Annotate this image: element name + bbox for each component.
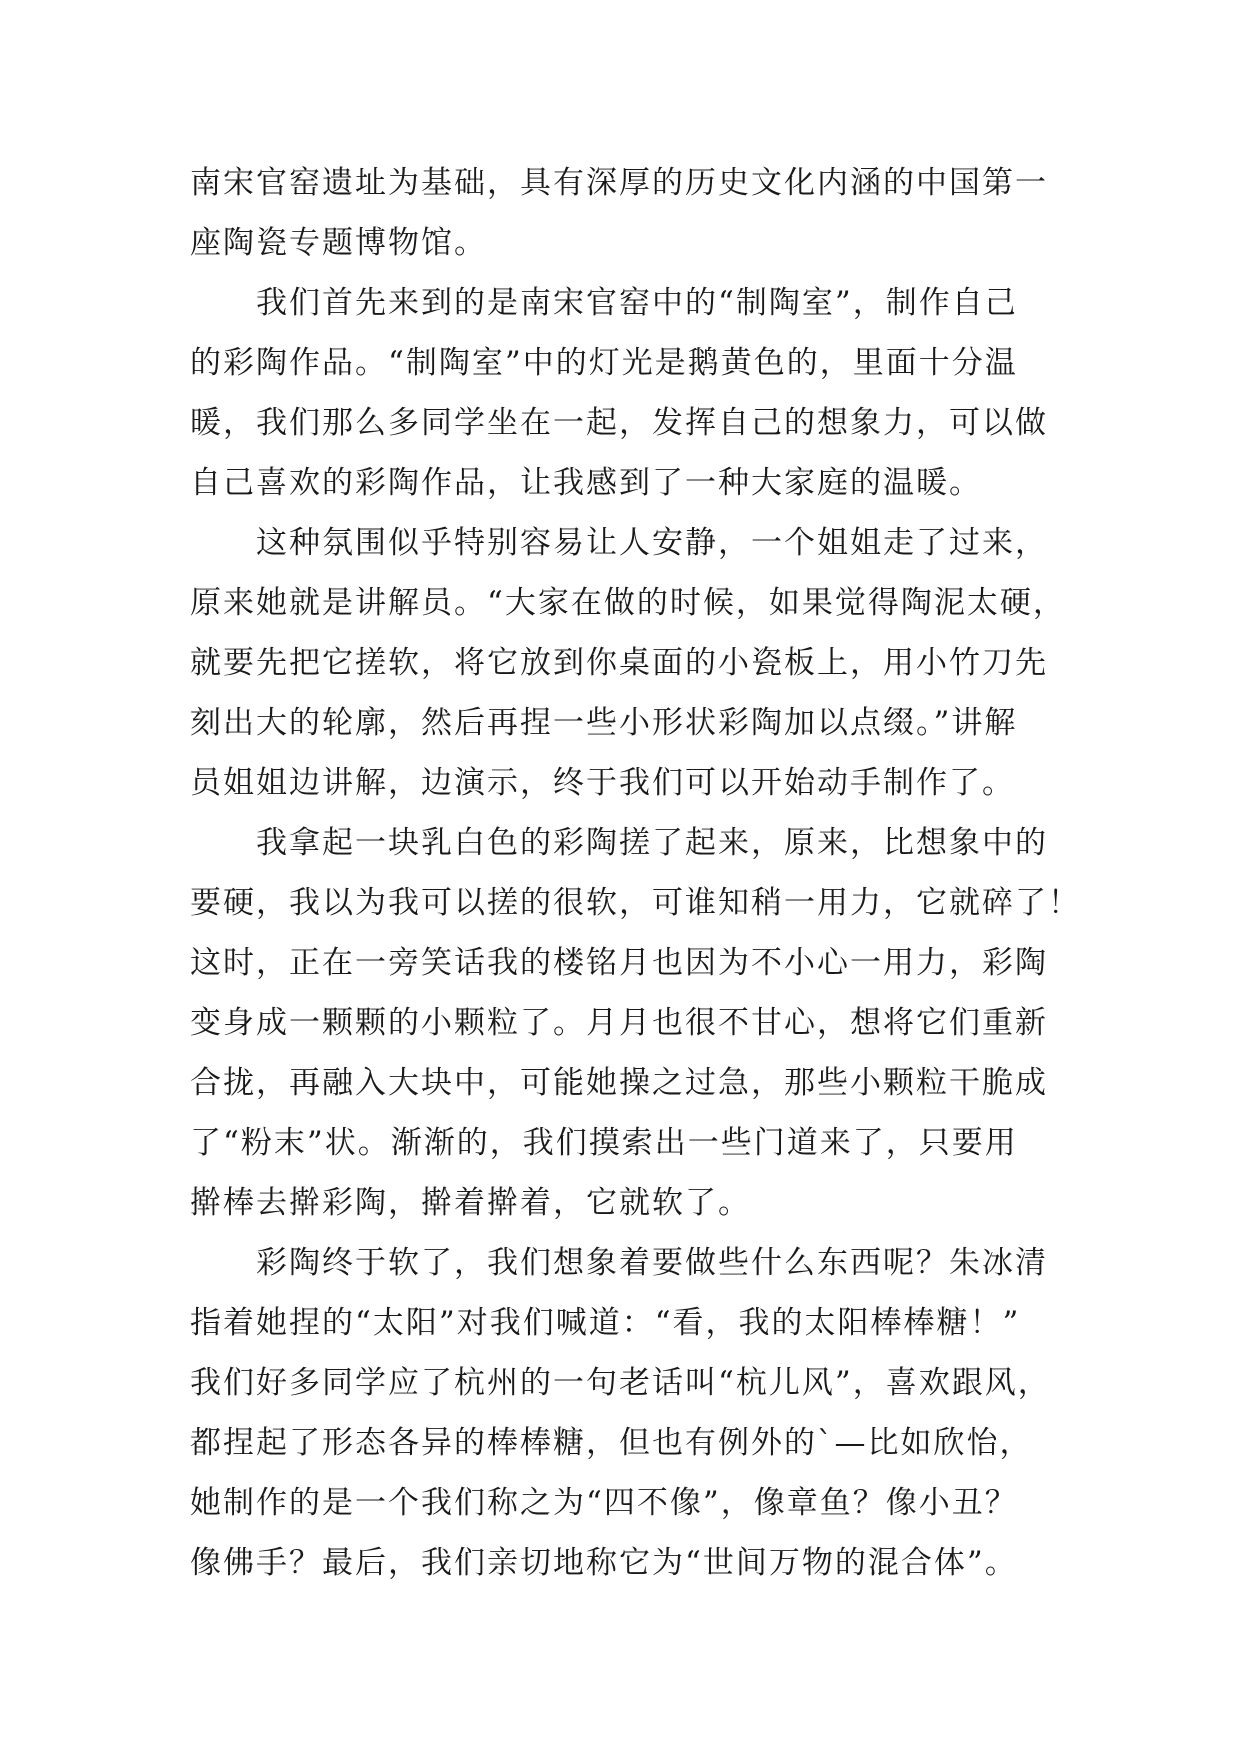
text-line: 我们好多同学应了杭州的一句老话叫“杭儿风”，喜欢跟风， xyxy=(190,1365,1051,1401)
text-line: 她制作的是一个我们称之为“四不像”，像章鱼？像小丑？ xyxy=(190,1485,1018,1521)
text-line: 合拢，再融入大块中，可能她操之过急，那些小颗粒干脆成 xyxy=(190,1065,1048,1101)
text-line: 南宋官窑遗址为基础，具有深厚的历史文化内涵的中国第一 xyxy=(190,165,1048,201)
text-line: 我拿起一块乳白色的彩陶搓了起来，原来，比想象中的 xyxy=(256,825,1048,861)
text-line: 原来她就是讲解员。“大家在做的时候，如果觉得陶泥太硬， xyxy=(190,585,1066,621)
text-line: 座陶瓷专题博物馆。 xyxy=(190,225,487,261)
text-line: 了“粉末”状。渐渐的，我们摸索出一些门道来了，只要用 xyxy=(190,1125,1018,1161)
text-line: 变身成一颗颗的小颗粒了。月月也很不甘心，想将它们重新 xyxy=(190,1005,1048,1041)
text-line: 彩陶终于软了，我们想象着要做些什么东西呢？朱冰清 xyxy=(256,1245,1048,1281)
text-line: 自己喜欢的彩陶作品，让我感到了一种大家庭的温暖。 xyxy=(190,465,982,501)
text-line: 要硬，我以为我可以搓的很软，可谁知稍一用力，它就碎了！ xyxy=(190,885,1081,921)
text-line: 这种氛围似乎特别容易让人安静，一个姐姐走了过来， xyxy=(256,525,1048,561)
text-line: 这时，正在一旁笑话我的楼铭月也因为不小心一用力，彩陶 xyxy=(190,945,1048,981)
text-line: 暖，我们那么多同学坐在一起，发挥自己的想象力，可以做 xyxy=(190,405,1048,441)
text-line: 擀棒去擀彩陶，擀着擀着，它就软了。 xyxy=(190,1185,751,1221)
text-line: 我们首先来到的是南宋官窑中的“制陶室”，制作自己 xyxy=(256,285,1018,321)
text-line: 的彩陶作品。“制陶室”中的灯光是鹅黄色的，里面十分温 xyxy=(190,345,1018,381)
text-line: 像佛手？最后，我们亲切地称它为“世间万物的混合体”。 xyxy=(190,1545,1018,1581)
text-line: 都捏起了形态各异的棒棒糖，但也有例外的`—比如欣怡， xyxy=(190,1425,1033,1461)
text-line: 员姐姐边讲解，边演示，终于我们可以开始动手制作了。 xyxy=(190,765,1015,801)
body-text xyxy=(190,153,1081,1593)
text-line: 刻出大的轮廓，然后再捏一些小形状彩陶加以点缀。”讲解 xyxy=(190,705,1018,741)
text-line: 指着她捏的“太阳”对我们喊道：“看，我的太阳棒棒糖！” xyxy=(190,1305,1021,1341)
text-line: 就要先把它搓软，将它放到你桌面的小瓷板上，用小竹刀先 xyxy=(190,645,1048,681)
